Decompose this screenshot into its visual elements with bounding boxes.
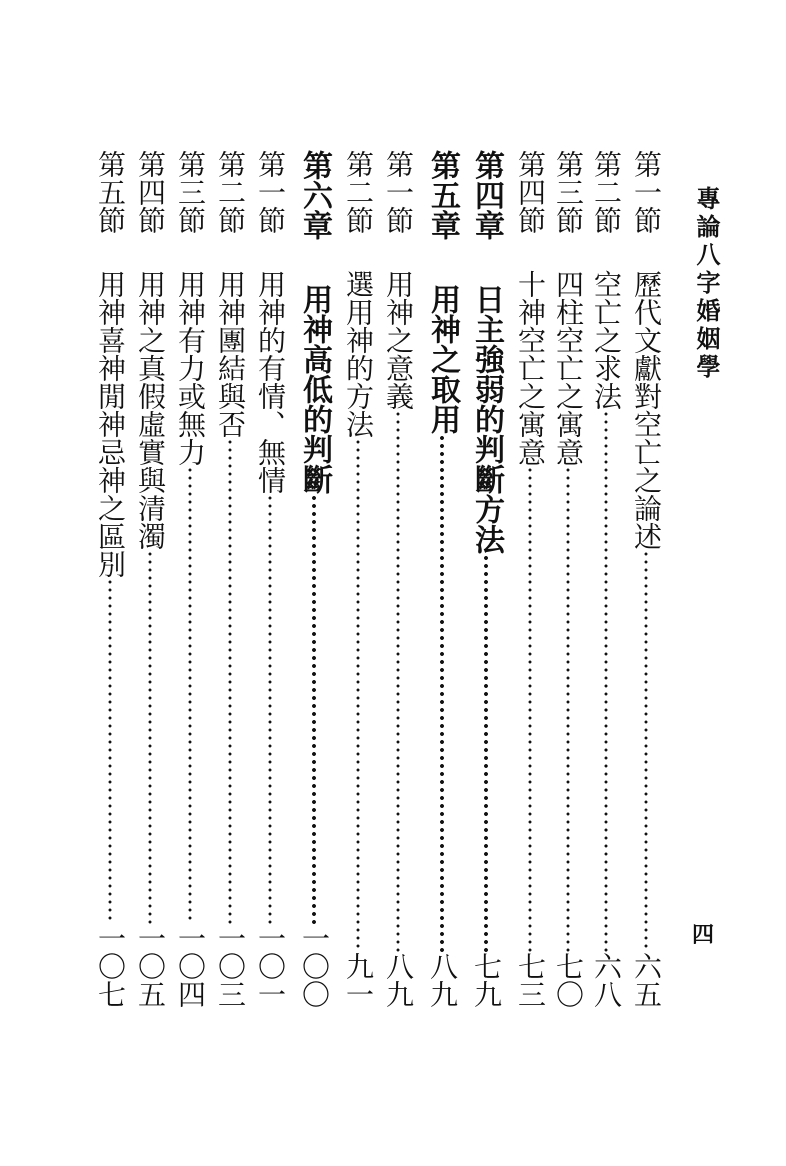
- toc-title: 用神團結與否: [214, 270, 247, 438]
- page-number: 四: [692, 922, 715, 948]
- dot-leader: [590, 410, 622, 952]
- toc-entry: [342, 150, 374, 1008]
- toc-chapter-label: 第六章: [297, 150, 332, 240]
- toc-label: 第二節: [342, 150, 375, 234]
- toc-page-number: 七〇: [552, 952, 585, 1008]
- toc-label: 第四節: [514, 150, 547, 234]
- toc-chapter-title: 日主強弱的判斷方法: [469, 284, 504, 554]
- dot-leader: [254, 494, 286, 924]
- toc-title: 十神空亡之寓意: [514, 270, 547, 466]
- toc-title: 歷代文獻對空亡之論述: [630, 270, 663, 550]
- toc-entry: [630, 150, 662, 1008]
- toc-title: 用神之意義: [382, 270, 415, 410]
- toc-label: 第三節: [552, 150, 585, 234]
- toc-page-number: 九一: [342, 952, 375, 1008]
- dot-leader: [298, 494, 330, 924]
- toc-entry: [552, 150, 584, 1008]
- toc-chapter-label: 第四章: [469, 150, 504, 240]
- toc-label: 第五節: [94, 150, 127, 234]
- toc-chapter-entry: [470, 150, 502, 1008]
- toc-page-number: 七九: [470, 952, 503, 1008]
- toc-chapter-title: 用神高低的判斷: [297, 284, 332, 494]
- dot-leader: [382, 410, 414, 952]
- toc-entry: [590, 150, 622, 1008]
- dot-leader: [134, 550, 166, 924]
- dot-leader: [342, 438, 374, 952]
- toc-title: 空亡之求法: [590, 270, 623, 410]
- dot-leader: [470, 554, 502, 952]
- dot-leader: [214, 438, 246, 924]
- dot-leader: [630, 550, 662, 952]
- toc-chapter-label: 第五章: [425, 150, 460, 240]
- toc-page-number: 一〇三: [214, 924, 247, 1008]
- toc-page-number: 八九: [426, 952, 459, 1008]
- toc-chapter-entry: [298, 150, 330, 1008]
- toc-entry: [94, 150, 126, 1008]
- toc-chapter-title: 用神之取用: [425, 284, 460, 434]
- toc-title: 用神有力或無力: [174, 270, 207, 466]
- toc-page-number: 六五: [630, 952, 663, 1008]
- toc-label: 第一節: [630, 150, 663, 234]
- toc-entry: [514, 150, 546, 1008]
- toc-page-number: 七三: [514, 952, 547, 1008]
- toc-label: 第一節: [382, 150, 415, 234]
- toc-label: 第二節: [214, 150, 247, 234]
- toc-page-number: 六八: [590, 952, 623, 1008]
- toc-entry: [174, 150, 206, 1008]
- toc-page-number: 一〇七: [94, 924, 127, 1008]
- toc-title: 用神之真假虛實與清濁: [134, 270, 167, 550]
- toc-page-number: 一〇一: [254, 924, 287, 1008]
- dot-leader: [94, 578, 126, 924]
- toc-label: 第四節: [134, 150, 167, 234]
- toc-page-number: 一〇四: [174, 924, 207, 1008]
- toc-entry: [134, 150, 166, 1008]
- dot-leader: [514, 466, 546, 952]
- toc-page-number: 一〇五: [134, 924, 167, 1008]
- toc-label: 第一節: [254, 150, 287, 234]
- toc-entry: [214, 150, 246, 1008]
- dot-leader: [552, 466, 584, 952]
- toc-title: 用神的有情、無情: [254, 270, 287, 494]
- toc-page-number: 八九: [382, 952, 415, 1008]
- toc-title: 選用神的方法: [342, 270, 375, 438]
- running-head: 專論八字婚姻學: [692, 186, 721, 382]
- dot-leader: [426, 434, 458, 952]
- dot-leader: [174, 466, 206, 924]
- toc-title: 四柱空亡之寓意: [552, 270, 585, 466]
- toc-entry: [382, 150, 414, 1008]
- toc-page-number: 一〇〇: [298, 924, 331, 1008]
- toc-title: 用神喜神閒神忌神之區別: [94, 270, 127, 578]
- toc-label: 第三節: [174, 150, 207, 234]
- toc-chapter-entry: [426, 150, 458, 1008]
- toc-entry: [254, 150, 286, 1008]
- toc-label: 第二節: [590, 150, 623, 234]
